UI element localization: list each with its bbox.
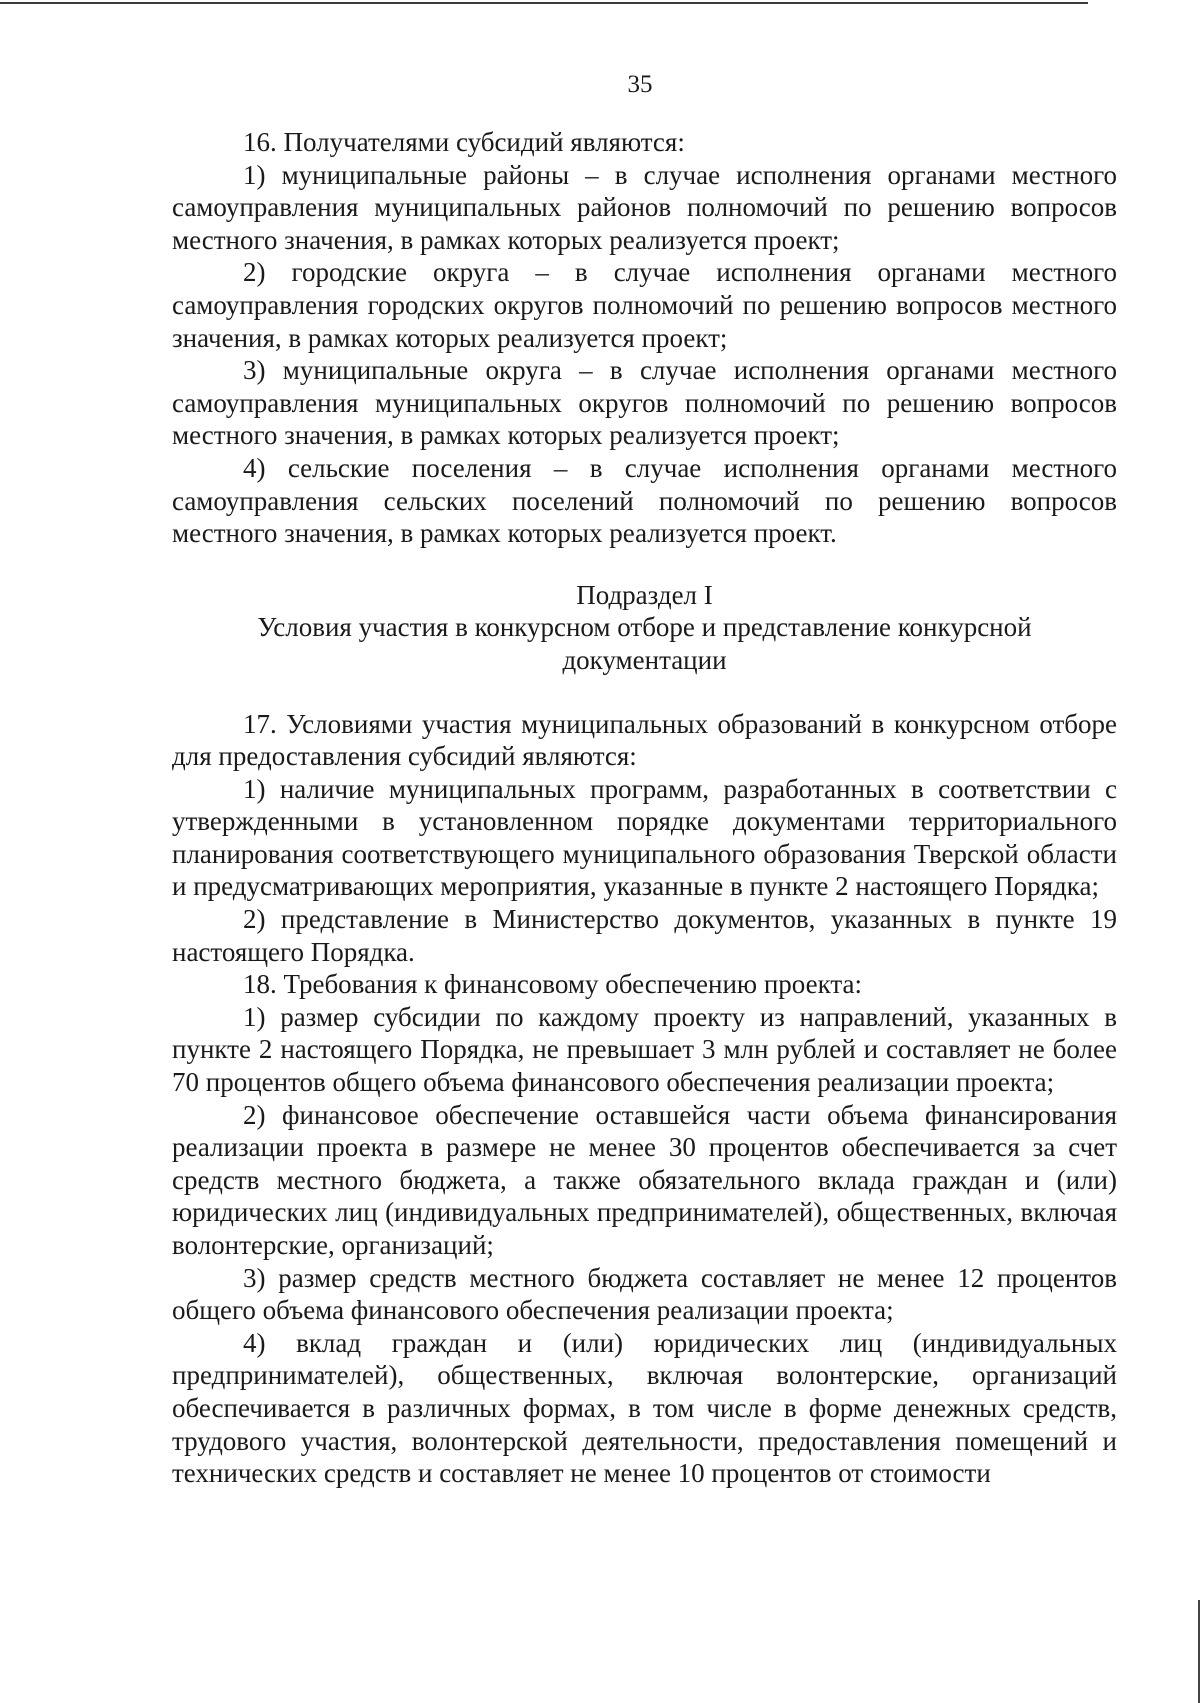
document-body [172,126,1117,1490]
page-number: 35 [627,71,653,98]
paragraph-16-item-3: 3) муниципальные округа – в случае исполнения органами местного самоуправления муниципальных округов полномочий по решению вопросов местного значения, в рамках которых реализуется проект; [172,355,1117,451]
section-label: Подраздел I [576,579,713,610]
section-title-line-2: документации [562,644,727,675]
paragraph-17: 17. Условиями участия муниципальных образований в конкурсном отборе для предоставления субсидий являются: [172,708,1117,772]
paragraph-18-item-1: 1) размер субсидии по каждому проекту из направлений, указанных в пункте 2 настоящего Порядка, не превышает 3 млн рублей и составляет не более 70 процентов общего объема финансового обеспечения реализации проекта; [172,1001,1117,1098]
paragraph-18-item-2: 2) финансовое обеспечение оставшейся части объема финансирования реализации проекта в размере не менее 30 процентов обеспечивается за счет средств местного бюджета, а также обязательного вклада граждан и (или) юридических лиц (индивидуальных предпринимателей), общественных, включая волонтерские, организаций; [172,1099,1117,1260]
paragraph-16-item-1: 1) муниципальные районы – в случае исполнения органами местного самоуправления муниципальных районов полномочий по решению вопросов местного значения, в рамках которых реализуется проект; [172,159,1117,255]
scan-top-border [0,2,1088,4]
paragraph-16-item-2: 2) городские округа – в случае исполнения органами местного самоуправления городских округов полномочий по решению вопросов местного значения, в рамках которых реализуется проект; [172,257,1117,353]
paragraph-16-item-4: 4) сельские поселения – в случае исполнения органами местного самоуправления сельских поселений полномочий по решению вопросов местного значения, в рамках которых реализуется проект. [172,452,1117,549]
section-title-line-1: Условия участия в конкурсном отборе и представление конкурсной [257,612,1032,643]
paragraph-18-item-3: 3) размер средств местного бюджета составляет не менее 12 процентов общего объема финансового обеспечения реализации проекта; [172,1262,1117,1326]
paragraph-18: 18. Требования к финансовому обеспечению проекта: [243,969,862,1000]
paragraph-17-item-2: 2) представление в Министерство документов, указанных в пункте 19 настоящего Порядка. [172,904,1117,967]
paragraph-17-item-1: 1) наличие муниципальных программ, разработанных в соответствии с утвержденными в установленном порядке документами территориального планирования соответствующего муниципального образования Тверской области и предусматривающих мероприятия, указанные в пункте 2 настоящего Порядка; [172,773,1117,902]
paragraph-16: 16. Получателями субсидий являются: [243,127,685,157]
paragraph-18-item-4: 4) вклад граждан и (или) юридических лиц (индивидуальных предпринимателей), общественных, включая волонтерские, организаций обеспечивается в различных формах, в том числе в форме денежных средств, трудового участия, волонтерской деятельности, предоставления помещений и технических средств и составляет не менее 10 процентов от стоимости [172,1327,1117,1489]
spacer [172,677,1117,708]
spacer [172,550,1117,579]
